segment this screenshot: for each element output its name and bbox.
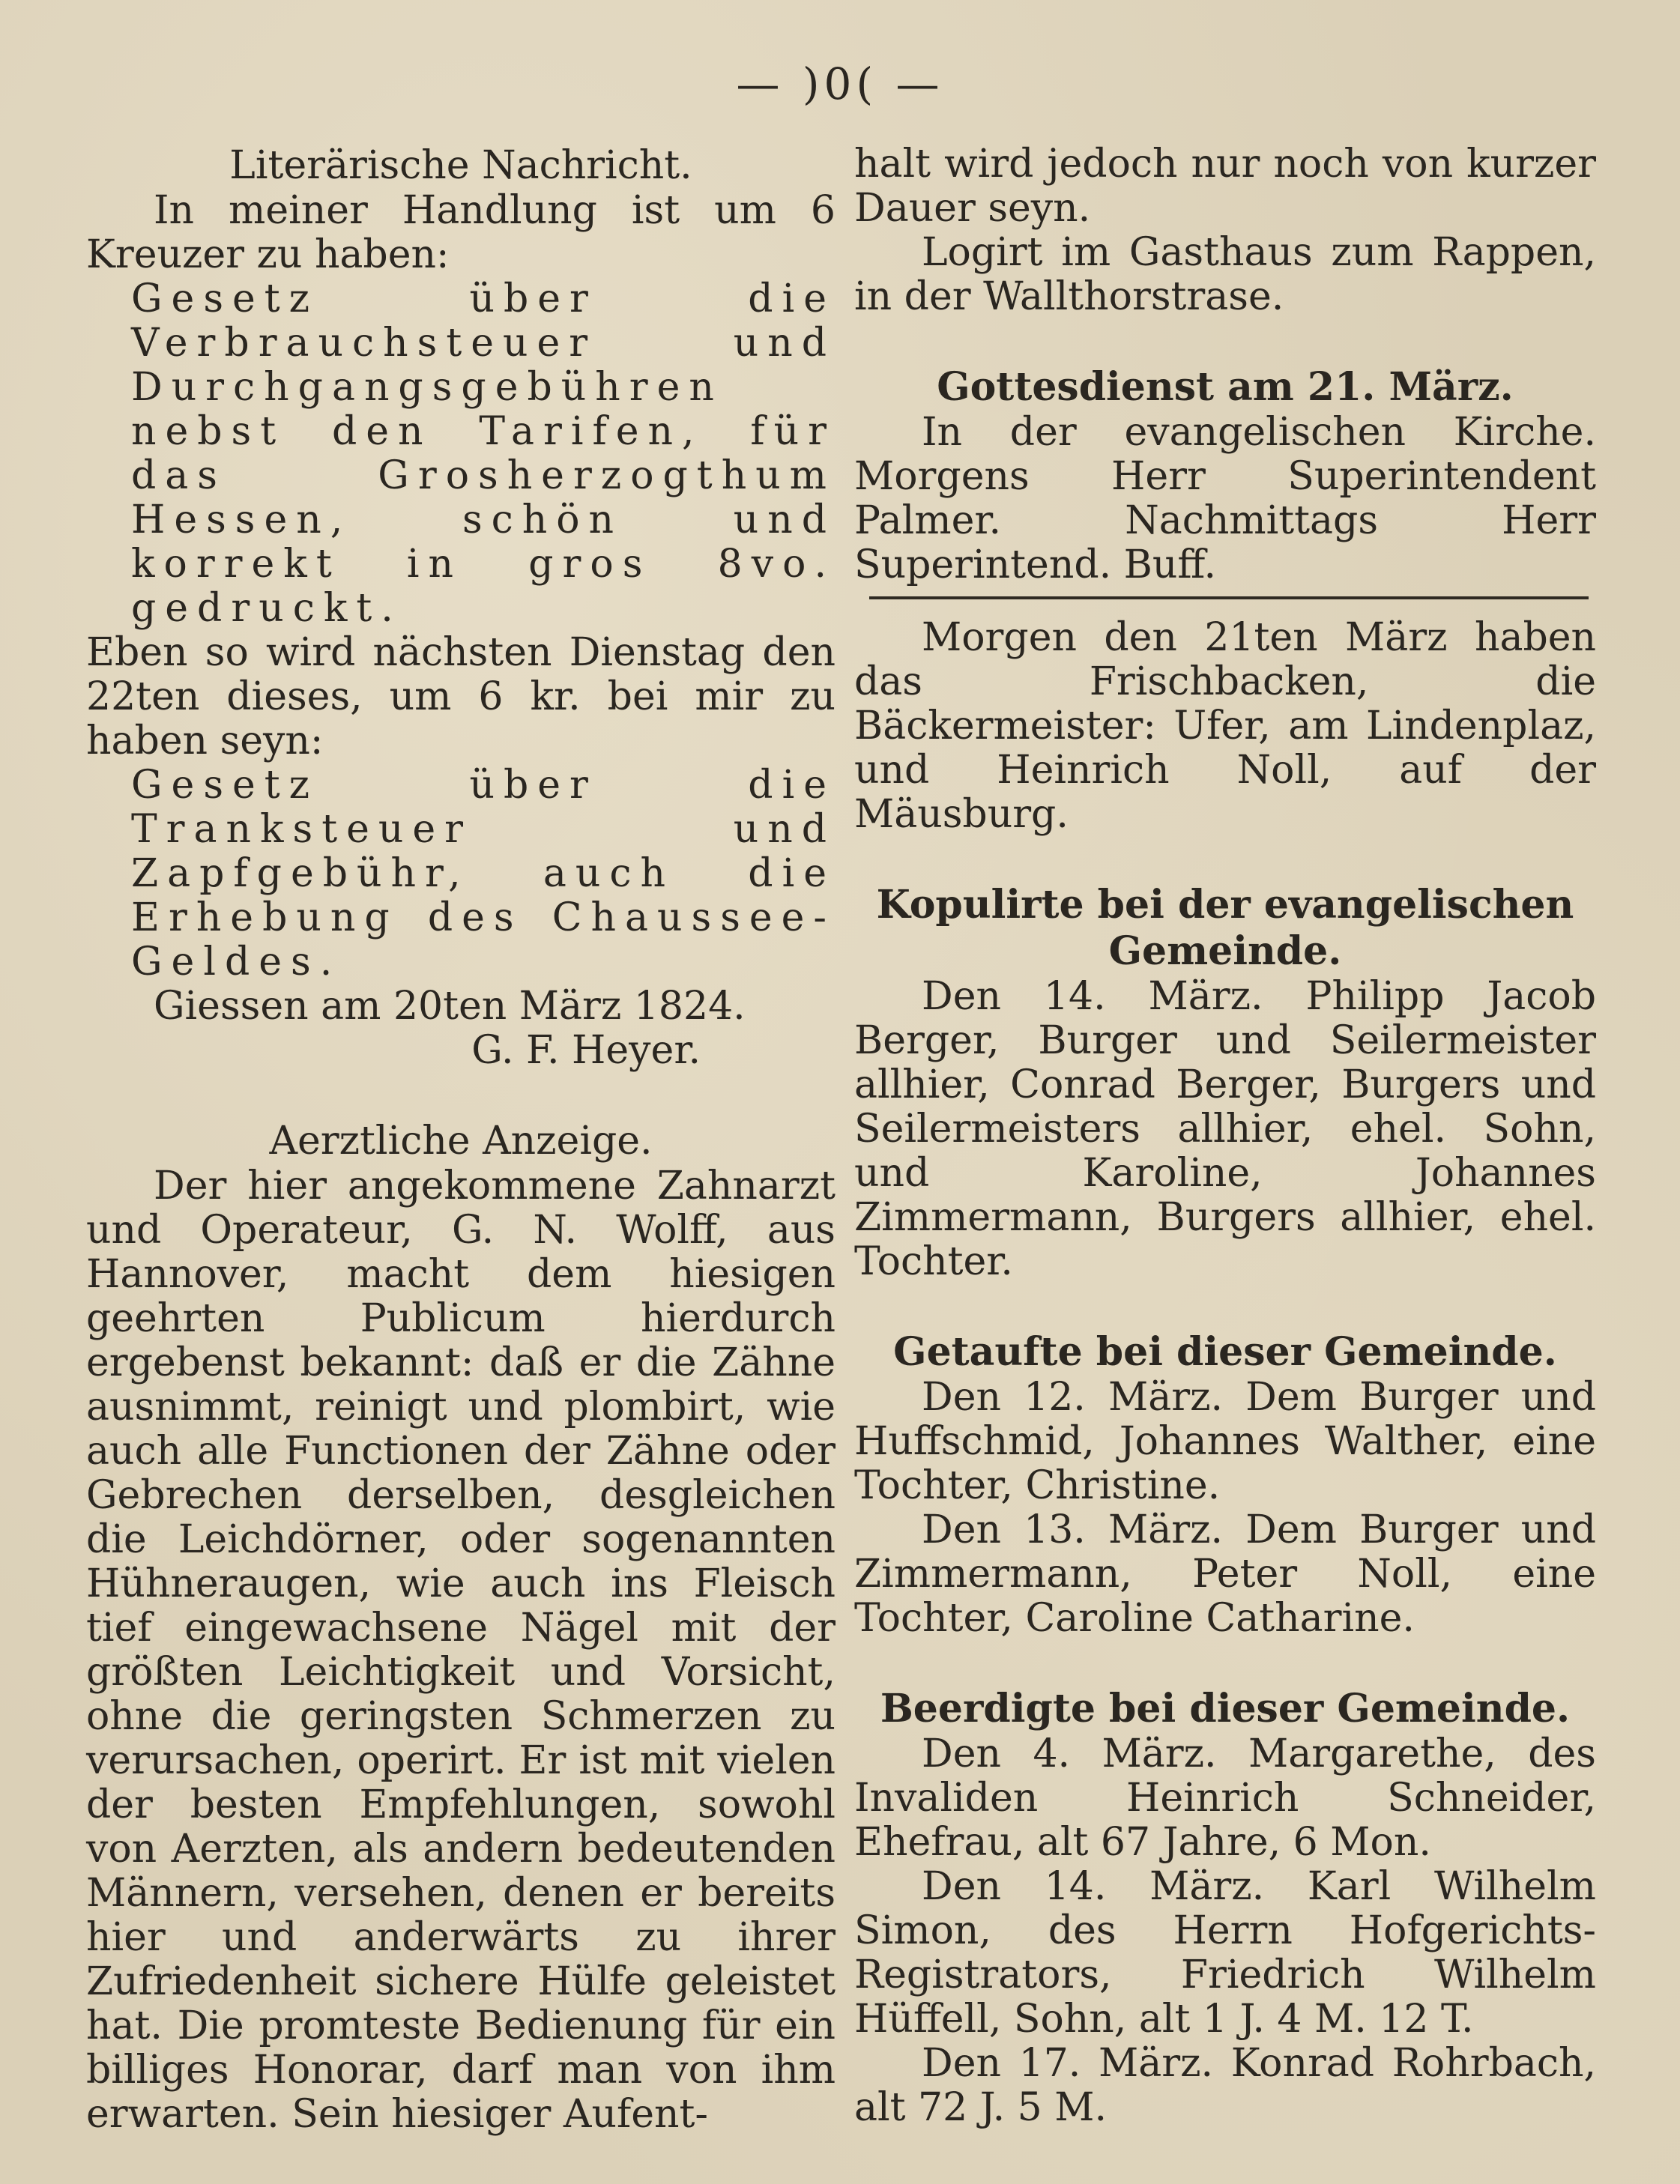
section-spacer [854, 319, 1596, 364]
section-spacer [854, 1284, 1596, 1329]
literary-notice-heading: Literärische Nachricht. [229, 143, 692, 188]
baptisms-entry-2: Den 13. März. Dem Burger und Zimmermann, Peter Noll, eine Tochter, Caroline Catharine. [854, 1507, 1596, 1641]
bakers-notice [854, 616, 1596, 837]
literary-notice-law-1: Gesetz über die Verbrauchsteuer und Durchgangsgebühren nebst den Tarifen, für das Grosherzogthum Hessen, schön und korrekt in gros 8vo. gedruckt. [131, 276, 836, 631]
burials [854, 1686, 1596, 2130]
marriages-entry: Den 14. März. Philipp Jacob Berger, Burger und Seilermeister allhier, Conrad Berger, Burgers und Seilermeisters allhier, ehel. Sohn, und Karoline, Johannes Zimmermann, Burgers allhier, ehel. Tochter. [854, 974, 1596, 1284]
burials-entry-3: Den 17. März. Konrad Rohrbach, alt 72 J. 5 M. [854, 2041, 1596, 2130]
literary-notice-dateline: Giessen am 20ten März 1824. [154, 984, 746, 1029]
medical-notice-lodging: Logirt im Gasthaus zum Rappen, in der Wallthorstrase. [854, 230, 1596, 319]
left-column [86, 142, 836, 2137]
burials-heading: Beerdigte bei dieser Gemeinde. [880, 1686, 1571, 1731]
medical-notice-heading: Aerztliche Anzeige. [269, 1119, 653, 1164]
church-service [854, 364, 1596, 587]
literary-notice-announcement: Eben so wird nächsten Dienstag den 22ten dieses, um 6 kr. bei mir zu haben seyn: [86, 630, 836, 763]
page-number: — )0( — [736, 58, 944, 109]
section-spacer [854, 1641, 1596, 1686]
marriages-heading: Kopulirte bei der evangelischen Gemeinde. [876, 882, 1574, 974]
burials-entry-2: Den 14. März. Karl Wilhelm Simon, des Herrn Hofgerichts-Registrators, Friedrich Wilhelm Hüffell, Sohn, alt 1 J. 4 M. 12 T. [854, 1864, 1596, 2042]
literary-notice-intro: In meiner Handlung ist um 6 Kreuzer zu haben: [86, 188, 836, 277]
burials-entry-1: Den 4. März. Margarethe, des Invaliden Heinrich Schneider, Ehefrau, alt 67 Jahre, 6 Mon. [854, 1731, 1596, 1865]
literary-notice-signature: G. F. Heyer. [471, 1028, 701, 1073]
medical-notice-continued [854, 142, 1596, 319]
separator-rule [869, 596, 1589, 599]
bakers-notice-body: Morgen den 21ten März haben das Frischbacken, die Bäckermeister: Ufer, am Lindenplaz, und Heinrich Noll, auf der Mäusburg. [854, 615, 1596, 837]
church-service-heading: Gottesdienst am 21. März. [937, 364, 1514, 410]
baptisms-entry-1: Den 12. März. Dem Burger und Huffschmid, Johannes Walther, eine Tochter, Christine. [854, 1375, 1596, 1508]
baptisms-heading: Getaufte bei dieser Gemeinde. [893, 1329, 1557, 1375]
church-service-body: In der evangelischen Kirche. Morgens Herr Superintendent Palmer. Nachmittags Herr Superintend. Buff. [854, 410, 1596, 587]
section-spacer [854, 837, 1596, 882]
medical-notice-body: Der hier angekommene Zahnarzt und Operateur, G. N. Wolff, aus Hannover, macht dem hiesigen geehrten Publicum hierdurch ergebenst bekannt: daß er die Zähne ausnimmt, reinigt und plombirt, wie auch alle Functionen der Zähne oder Gebrechen derselben, desgleichen die Leichdörner, oder sogenannten Hühneraugen, wie auch ins Fleisch tief eingewachsene Nägel mit der größten Leichtigkeit und Vorsicht, ohne die geringsten Schmerzen zu verursachen, operirt. Er ist mit vielen der besten Empfehlungen, sowohl von Aerzten, als andern bedeutenden Männern, versehen, denen er bereits hier und anderwärts zu ihrer Zufriedenheit sichere Hülfe geleistet hat. Die promteste Bedienung für ein billiges Honorar, darf man von ihm erwarten. Sein hiesiger Aufent- [86, 1164, 836, 2137]
section-spacer [86, 1073, 836, 1118]
right-column [854, 142, 1596, 2130]
baptisms [854, 1329, 1596, 1641]
literary-notice [86, 142, 836, 1073]
marriages [854, 882, 1596, 1284]
literary-notice-law-2: Gesetz über die Tranksteuer und Zapfgebühr, auch die Erhebung des Chaussee-Geldes. [131, 763, 836, 984]
medical-notice-continuation: halt wird jedoch nur noch von kurzer Dauer seyn. [854, 142, 1596, 231]
medical-notice [86, 1118, 836, 2137]
